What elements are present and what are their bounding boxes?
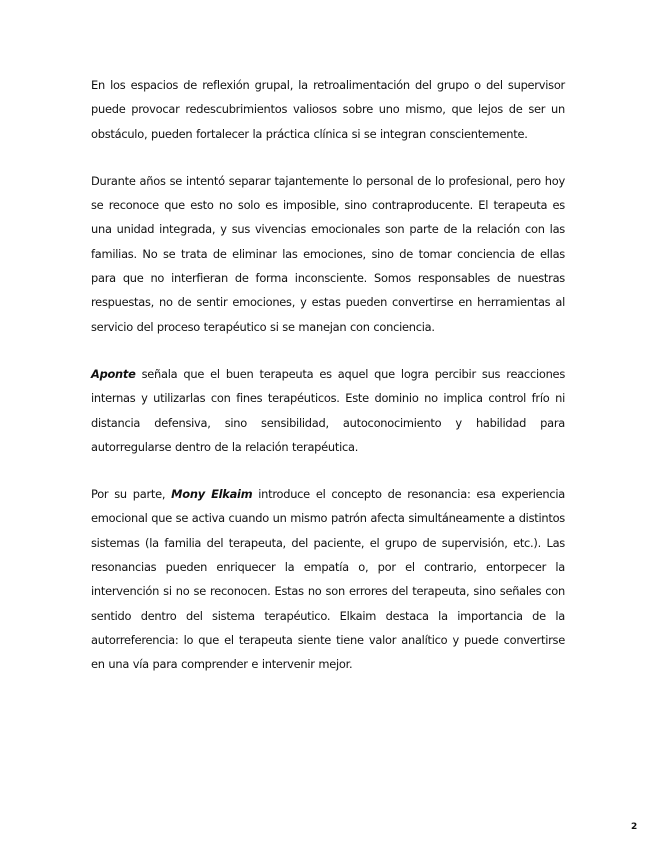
document-body	[91, 73, 565, 700]
paragraph-elkaim	[91, 482, 565, 676]
author-name-elkaim: Mony Elkaim	[171, 487, 253, 502]
paragraph-text: Durante años se intentó separar tajantemente lo personal de lo profesional, pero hoy se reconoce que esto no solo es imposible, sino contraproducente. El terapeuta es una unidad integrada, y sus vivencias emocionales son parte de la relación con las familias. No se trata de eliminar las emociones, sino de tomar conciencia de ellas para que no interfieran de forma inconsciente. Somos responsables de nuestras respuestas, no de sentir emociones, y estas pueden convertirse en herramientas al servicio del proceso terapéutico si se manejan con conciencia.	[91, 173, 565, 334]
paragraph-text: En los espacios de reflexión grupal, la retroalimentación del grupo o del supervisor puede provocar redescubrimientos valiosos sobre uno mismo, que lejos de ser un obstáculo, pueden fortalecer la práctica clínica si se integran conscientemente.	[91, 78, 565, 141]
author-name-aponte: Aponte	[91, 366, 136, 381]
paragraph-group-reflection	[91, 73, 565, 146]
paragraph-rest: introduce el concepto de resonancia: esa experiencia emocional que se activa cuando un mismo patrón afecta simultáneamente a distintos sistemas (la familia del terapeuta, del paciente, el grupo de supervisión, etc.). Las resonancias pueden enriquecer la empatía o, por el contrario, entorpecer la intervención si no se reconocen. Estas no son errores del terapeuta, sino señales con sentido dentro del sistema terapéutico. Elkaim destaca la importancia de la autorreferencia: lo que el terapeuta siente tiene valor analítico y puede convertirse en una vía para comprender e intervenir mejor.	[91, 487, 565, 672]
paragraph-aponte	[91, 362, 565, 459]
paragraph-rest: señala que el buen terapeuta es aquel que logra percibir sus reacciones internas y utilizarlas con fines terapéuticos. Este dominio no implica control frío ni distancia defensiva, sino sensibilidad, autoconocimiento y habilidad para autorregularse dentro de la relación terapéutica.	[91, 366, 565, 454]
paragraph-lead: Por su parte,	[91, 487, 172, 502]
page-number: 2	[631, 822, 638, 832]
paragraph-personal-professional	[91, 169, 565, 339]
